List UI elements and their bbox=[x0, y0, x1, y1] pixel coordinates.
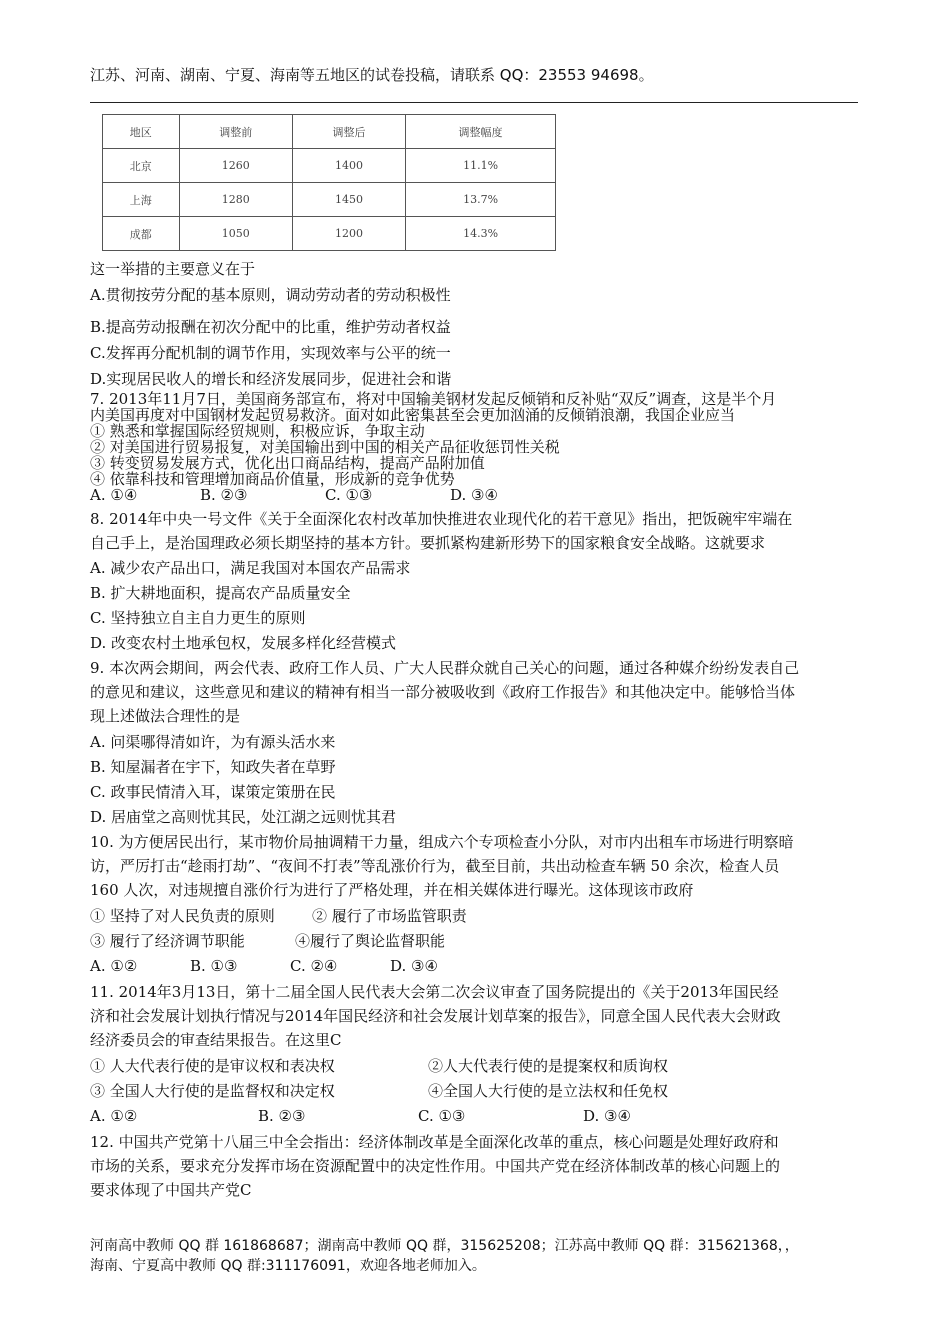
q10-option-a: A. ①② bbox=[90, 957, 138, 975]
q11-item-3: ③ 全国人大行使的是监督权和决定权 bbox=[90, 1082, 335, 1100]
q10-option-c: C. ②④ bbox=[290, 957, 338, 975]
q12-line-1: 12. 中国共产党第十八届三中全会指出：经济体制改革是全面深化改革的重点，核心问题是处理好政府和 bbox=[90, 1133, 779, 1151]
q12-line-2: 市场的关系，要求充分发挥市场在资源配置中的决定性作用。中国共产党在经济体制改革的核心问题上的 bbox=[90, 1157, 781, 1175]
q8-line-2: 自己手上，是治国理政必须长期坚持的基本方针。要抓紧构建新形势下的国家粮食安全战略。这就要求 bbox=[90, 534, 766, 552]
q11-option-b: B. ②③ bbox=[258, 1107, 306, 1125]
q11-item-4: ④全国人大行使的是立法权和任免权 bbox=[428, 1082, 669, 1100]
q7-item-1: ① 熟悉和掌握国际经贸规则，积极应诉，争取主动 bbox=[90, 422, 425, 440]
table-cell: 13.7% bbox=[406, 183, 556, 217]
table-cell: 1400 bbox=[292, 149, 405, 183]
q11-line-1: 11. 2014年3月13日，第十二届全国人民代表大会第二次会议审查了国务院提出的《关于2013年国民经 bbox=[90, 983, 779, 1001]
q10-item-2: ② 履行了市场监管职责 bbox=[312, 907, 467, 925]
q10-line-2: 访，严厉打击“趁雨打劫”、“夜间不打表”等乱涨价行为，截至目前，共出动检查车辆 50 余次，检查人员 bbox=[90, 857, 780, 875]
q6-option-a: A.贯彻按劳分配的基本原则，调动劳动者的劳动积极性 bbox=[90, 286, 451, 304]
table-cell: 1200 bbox=[292, 217, 405, 251]
q11-option-c: C. ①③ bbox=[418, 1107, 466, 1125]
table-cell: 1280 bbox=[179, 183, 292, 217]
q7-line-2: 内美国再度对中国钢材发起贸易救济。面对如此密集甚至会更加汹涌的反倾销浪潮，我国企业应当 bbox=[90, 406, 736, 424]
q8-option-b: B. 扩大耕地面积，提高农产品质量安全 bbox=[90, 584, 351, 602]
q9-line-2: 的意见和建议，这些意见和建议的精神有相当一部分被吸收到《政府工作报告》和其他决定中。能够恰当体 bbox=[90, 683, 796, 701]
table-header-cell: 调整幅度 bbox=[406, 115, 556, 149]
table-header-cell: 调整前 bbox=[179, 115, 292, 149]
table-header-cell: 地区 bbox=[103, 115, 180, 149]
q8-option-d: D. 改变农村土地承包权，发展多样化经营模式 bbox=[90, 634, 397, 652]
q7-item-4: ④ 依靠科技和管理增加商品价值量，形成新的竞争优势 bbox=[90, 470, 455, 488]
q6-option-d: D.实现居民收人的增长和经济发展同步，促进社会和谐 bbox=[90, 370, 452, 388]
q9-option-d: D. 居庙堂之高则忧其民，处江湖之远则忧其君 bbox=[90, 808, 397, 826]
table-cell: 14.3% bbox=[406, 217, 556, 251]
table-row bbox=[103, 183, 556, 217]
q11-item-2: ②人大代表行使的是提案权和质询权 bbox=[428, 1057, 669, 1075]
table-cell: 北京 bbox=[103, 149, 180, 183]
page-footer bbox=[90, 1236, 799, 1276]
q7-option-c: C. ①③ bbox=[325, 486, 373, 504]
q7-item-3: ③ 转变贸易发展方式，优化出口商品结构，提高产品附加值 bbox=[90, 454, 485, 472]
q9-line-1: 9. 本次两会期间，两会代表、政府工作人员、广大人民群众就自己关心的问题，通过各种媒介纷纷发表自己 bbox=[90, 659, 800, 677]
table-header-row bbox=[103, 115, 556, 149]
q6-option-b: B.提高劳动报酬在初次分配中的比重，维护劳动者权益 bbox=[90, 318, 451, 336]
q7-option-b: B. ②③ bbox=[200, 486, 248, 504]
table-cell: 1050 bbox=[179, 217, 292, 251]
q12-line-3: 要求体现了中国共产党C bbox=[90, 1181, 252, 1199]
table-row bbox=[103, 149, 556, 183]
q6-stem: 这一举措的主要意义在于 bbox=[90, 260, 256, 278]
q10-option-b: B. ①③ bbox=[190, 957, 238, 975]
table-header-cell: 调整后 bbox=[292, 115, 405, 149]
q7-option-d: D. ③④ bbox=[450, 486, 498, 504]
q10-item-3: ③ 履行了经济调节职能 bbox=[90, 932, 245, 950]
q7-option-a: A. ①④ bbox=[90, 486, 138, 504]
page-header: 江苏、河南、湖南、宁夏、海南等五地区的试卷投稿，请联系 QQ：23553 94698。 bbox=[90, 66, 654, 84]
q8-option-a: A. 减少农产品出口，满足我国对本国农产品需求 bbox=[90, 559, 411, 577]
table-cell: 上海 bbox=[103, 183, 180, 217]
table-cell: 1260 bbox=[179, 149, 292, 183]
q8-option-c: C. 坚持独立自主自力更生的原则 bbox=[90, 609, 306, 627]
table-cell: 成都 bbox=[103, 217, 180, 251]
footer-line-2: 海南、宁夏高中教师 QQ 群:311176091，欢迎各地老师加入。 bbox=[90, 1258, 486, 1274]
q11-option-d: D. ③④ bbox=[583, 1107, 631, 1125]
q7-line-1: 7. 2013年11月7日，美国商务部宣布，将对中国输美钢材发起反倾销和反补贴“双反”调查，这是半个月 bbox=[90, 390, 777, 408]
q9-option-c: C. 政事民情清入耳，谋策定策册在民 bbox=[90, 783, 336, 801]
wage-adjustment-table bbox=[102, 114, 556, 251]
footer-line-1: 河南高中教师 QQ 群 161868687；湖南高中教师 QQ 群，315625208；江苏高中教师 QQ 群：315621368，， bbox=[90, 1238, 799, 1254]
q6-option-c: C.发挥再分配机制的调节作用，实现效率与公平的统一 bbox=[90, 344, 451, 362]
q8-line-1: 8. 2014年中央一号文件《关于全面深化农村改革加快推进农业现代化的若干意见》指出，把饭碗牢牢端在 bbox=[90, 510, 793, 528]
q11-item-1: ① 人大代表行使的是审议权和表决权 bbox=[90, 1057, 335, 1075]
table-cell: 11.1% bbox=[406, 149, 556, 183]
q9-option-b: B. 知屋漏者在宇下，知政失者在草野 bbox=[90, 758, 336, 776]
q9-option-a: A. 问渠哪得清如许，为有源头活水来 bbox=[90, 733, 336, 751]
q11-line-2: 济和社会发展计划执行情况与2014年国民经济和社会发展计划草案的报告》，同意全国人民代表大会财政 bbox=[90, 1007, 781, 1025]
q7-item-2: ② 对美国进行贸易报复，对美国输出到中国的相关产品征收惩罚性关税 bbox=[90, 438, 560, 456]
q10-line-3: 160 人次，对违规擅自涨价行为进行了严格处理，并在相关媒体进行曝光。这体现该市政府 bbox=[90, 881, 694, 899]
table-row bbox=[103, 217, 556, 251]
q10-item-4: ④履行了舆论监督职能 bbox=[295, 932, 446, 950]
q11-option-a: A. ①② bbox=[90, 1107, 138, 1125]
q9-line-3: 现上述做法合理性的是 bbox=[90, 707, 241, 725]
q11-line-3: 经济委员会的审查结果报告。在这里C bbox=[90, 1031, 342, 1049]
q10-line-1: 10. 为方便居民出行，某市物价局抽调精干力量，组成六个专项检查小分队，对市内出租车市场进行明察暗 bbox=[90, 833, 794, 851]
q10-item-1: ① 坚持了对人民负责的原则 bbox=[90, 907, 275, 925]
header-divider bbox=[90, 102, 858, 103]
table-cell: 1450 bbox=[292, 183, 405, 217]
q10-option-d: D. ③④ bbox=[390, 957, 438, 975]
